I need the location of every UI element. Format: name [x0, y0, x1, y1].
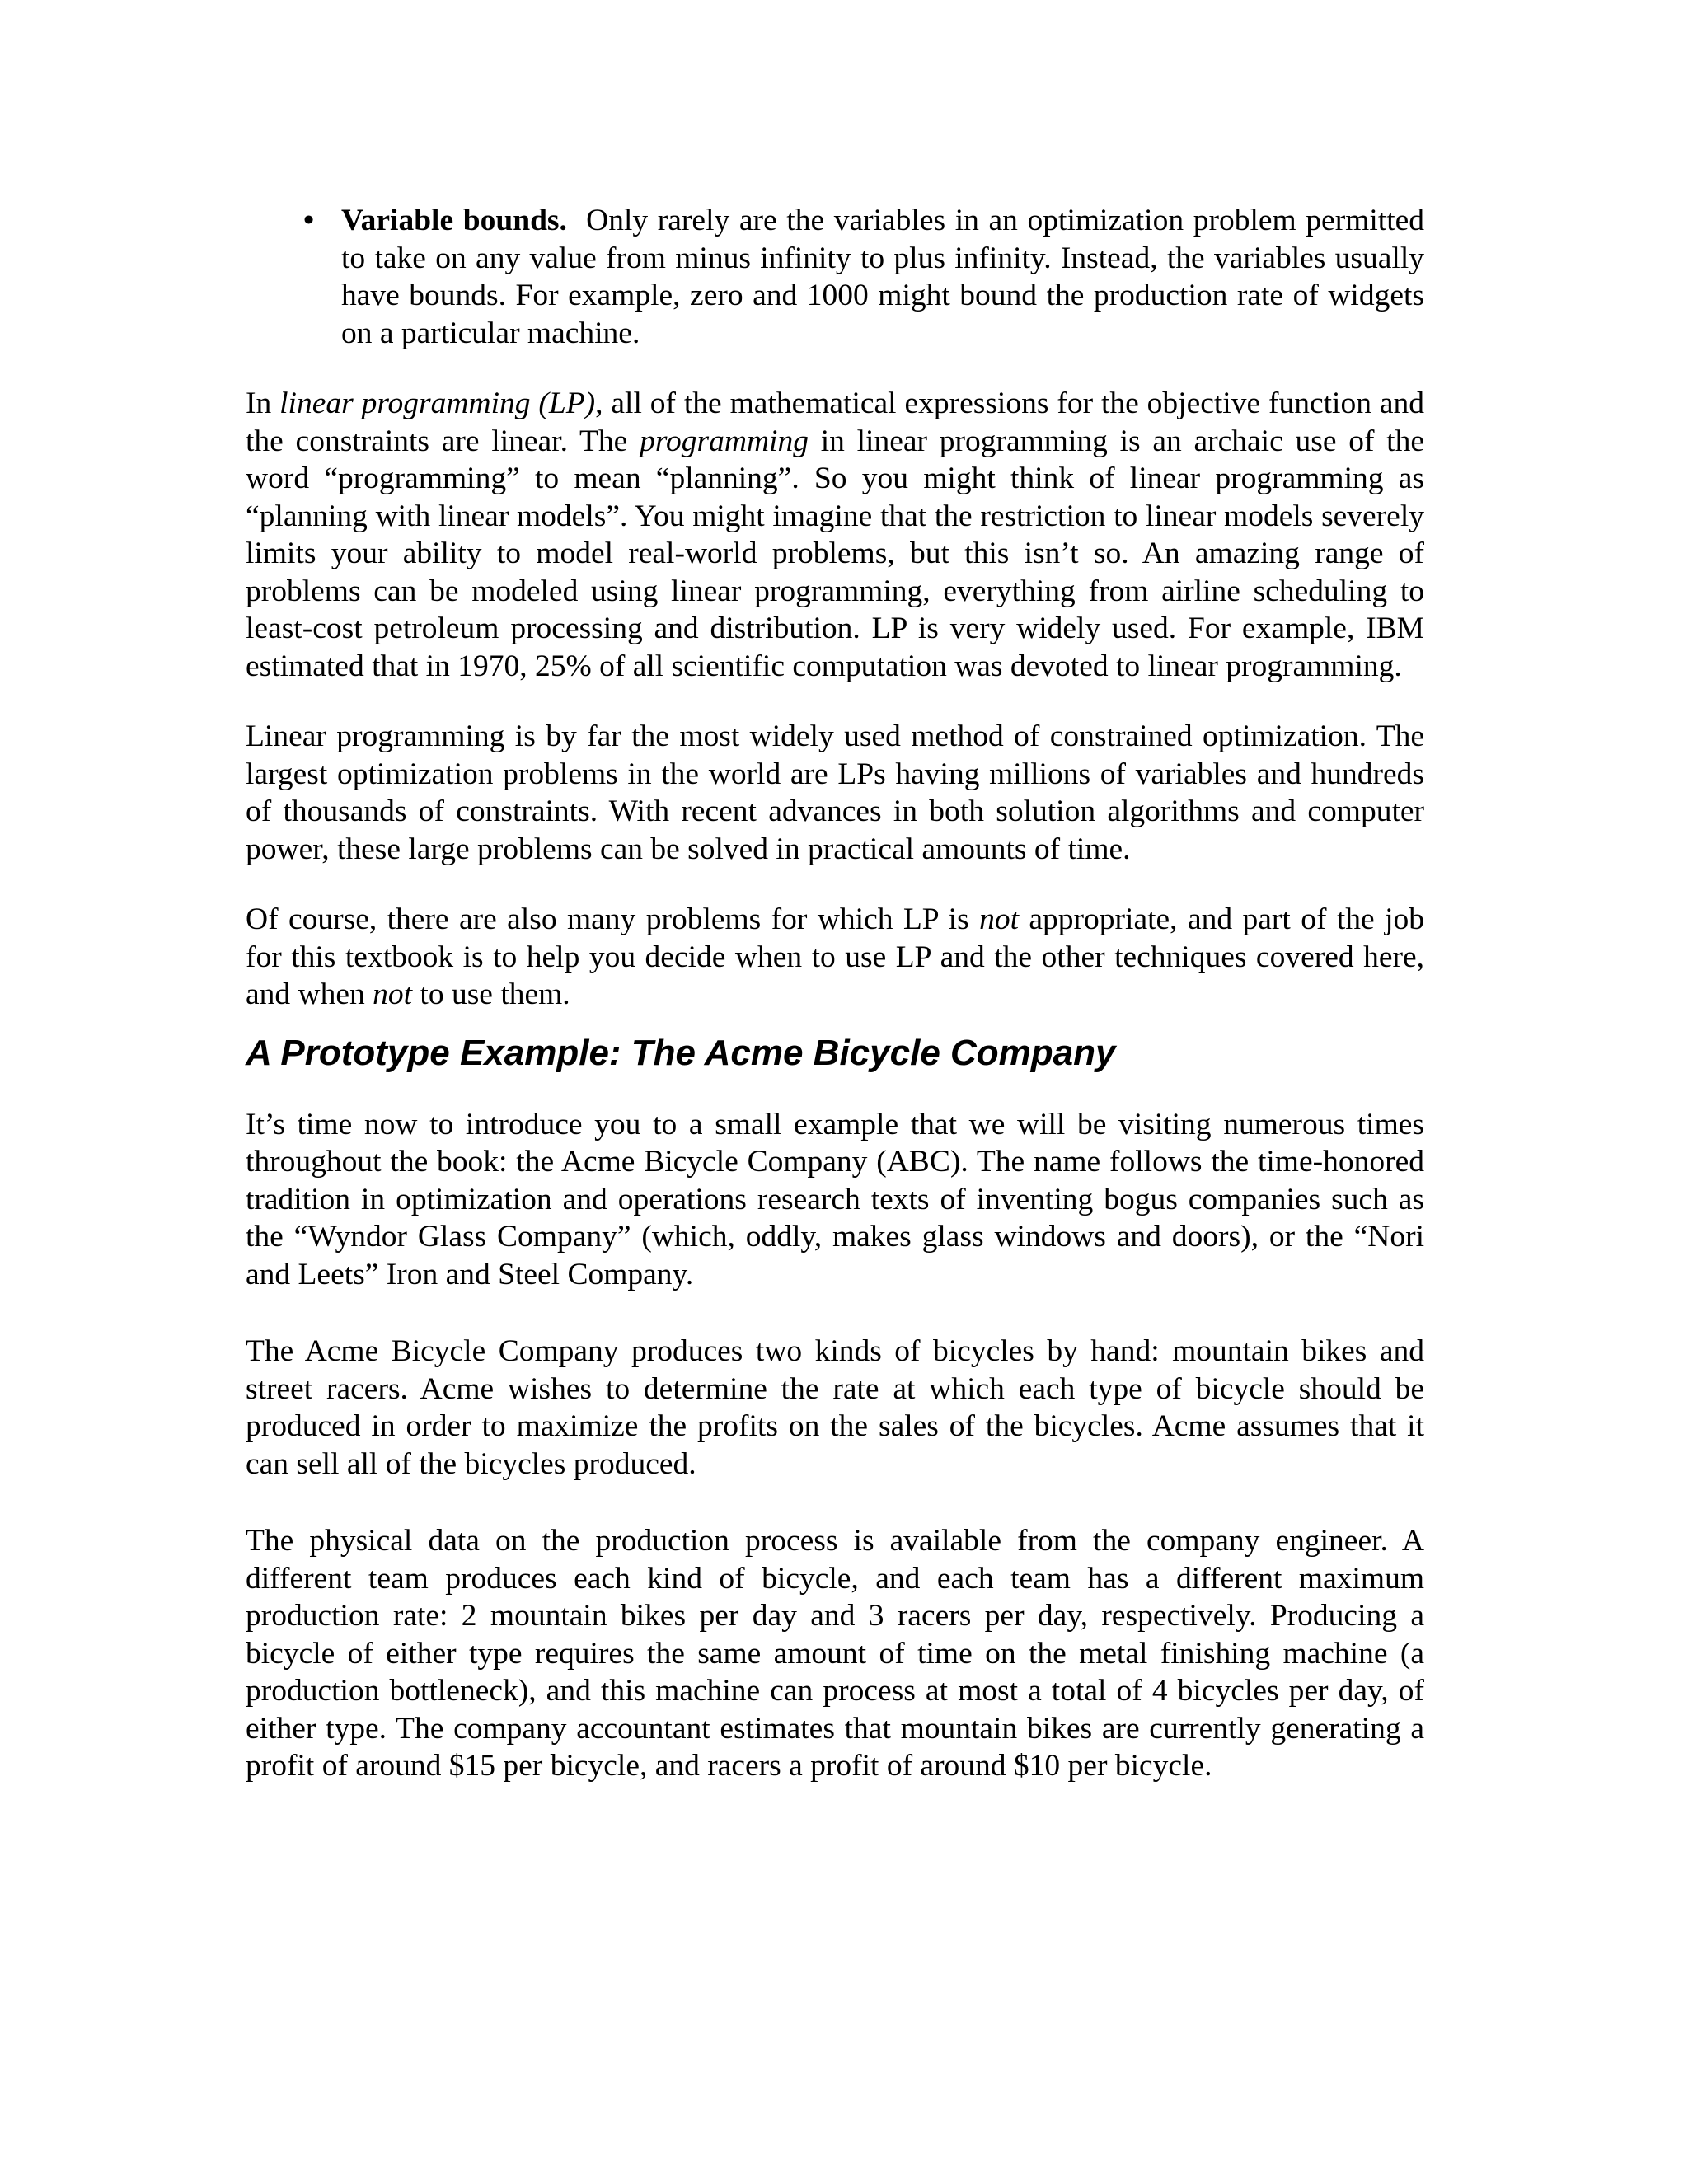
- italic-term-programming: programming: [640, 424, 809, 458]
- paragraph-widely-used: Linear programming is by far the most widely used method of constrained optimization. The largest optimization problems in the world are LPs having millions of variables and hundreds of thousands of constraints. With recent advances in both solution algorithms and computer power, these large problems can be solved in practical amounts of time.: [246, 719, 1424, 866]
- bullet-variable-bounds: [246, 202, 1424, 352]
- bullet-text: Only rarely are the variables in an optimization problem permitted to take on any value from minus infinity to plus infinity. Instead, the variables usually have bounds. For example, zero and 1000 might bound the production rate of widgets on a particular machine.: [341, 204, 1425, 350]
- bullet-marker: •: [303, 204, 315, 237]
- bullet-heading: Variable bounds.: [341, 204, 567, 237]
- italic-not: not: [373, 977, 413, 1011]
- text-run: to use them.: [412, 977, 570, 1011]
- paragraph-linear-programming: [246, 385, 1424, 685]
- paragraph-of-course: [246, 901, 1424, 1014]
- italic-term-lp: linear programming (LP): [279, 387, 596, 420]
- text-run: In: [246, 387, 280, 420]
- text-run: Of course, there are also many problems for which LP is: [246, 902, 980, 936]
- text-run: appropriate, and part of the job for this textbook is to help you decide when to use LP and the other techniques covered here, and when: [246, 902, 1424, 1011]
- paragraph-intro-abc: It’s time now to introduce you to a small example that we will be visiting numerous times throughout the book: the Acme Bicycle Company (ABC). The name follows the time-honored tradition in optimization and operations research texts of inventing bogus companies such as the “Wyndor Glass Company” (which, oddly, makes glass windows and doors), or the “Nori and Leets” Iron and Steel Company.: [246, 1107, 1424, 1291]
- text-run: , all of the mathematical expressions for the objective function and the constraints are linear. The: [246, 387, 1424, 458]
- italic-not: not: [979, 902, 1019, 936]
- paragraph-physical-data: The physical data on the production process is available from the company engineer. A different team produces each kind of bicycle, and each team has a different maximum production rate: 2 mountain bikes per day and 3 racers per day, respectively. Producing a bicycle of either type requires the same amount of time on the metal finishing machine (a production bottleneck), and this machine can process at most a total of 4 bicycles per day, of either type. The company accountant estimates that mountain bikes are currently generating a profit of around $15 per bicycle, and racers a profit of around $10 per bicycle.: [246, 1524, 1424, 1783]
- document-page: [246, 202, 1424, 1785]
- paragraph-abc-produces: The Acme Bicycle Company produces two kinds of bicycles by hand: mountain bikes and street racers. Acme wishes to determine the rate at which each type of bicycle should be produced in order to maximize the profits on the sales of the bicycles. Acme assumes that it can sell all of the bicycles produced.: [246, 1334, 1424, 1481]
- text-run: in linear programming is an archaic use of the word “programming” to mean “planning”. So you might think of linear programming as “planning with linear models”. You might imagine that the restriction to linear models severely limits your ability to model real-world problems, but this isn’t so. An amazing range of problems can be modeled using linear programming, everything from airline scheduling to least-cost petroleum processing and distribution. LP is very widely used. For example, IBM estimated that in 1970, 25% of all scientific computation was devoted to linear programming.: [246, 424, 1424, 683]
- section-heading: A Prototype Example: The Acme Bicycle Company: [246, 1032, 1116, 1073]
